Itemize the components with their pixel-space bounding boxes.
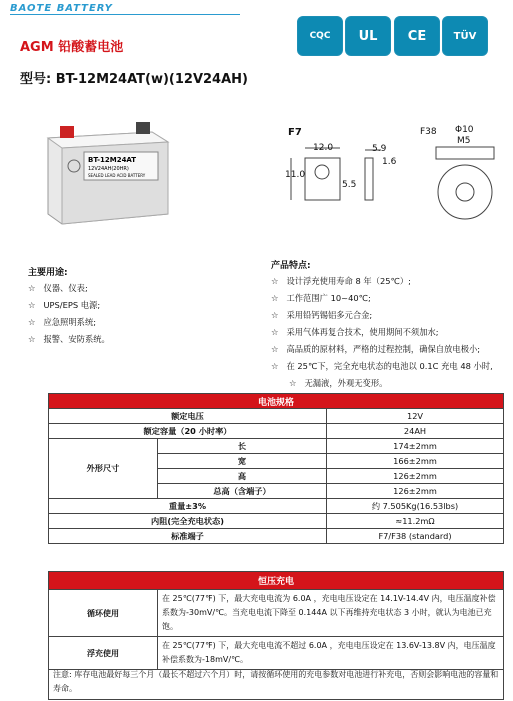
table-row: 内阻(完全充电状态) ≈11.2mΩ — [49, 514, 504, 529]
dim-phi10: Φ10 — [455, 125, 474, 135]
list-item: ☆ 无漏液，外观无变形。 — [271, 375, 493, 392]
product-title: AGM 铅酸蓄电池 — [20, 40, 124, 55]
f38-terminal-diagram — [428, 145, 503, 220]
tuv-cert-icon: TÜV — [442, 16, 488, 56]
header-divider — [10, 14, 240, 15]
table-row: 额定电压 12V — [49, 409, 504, 424]
charge-title: 恒压充电 — [49, 572, 504, 590]
battery-type-text: SEALED LEAD ACID BATTERY — [88, 173, 146, 178]
spec-table — [48, 393, 504, 544]
dim-5-9: 5.9 — [372, 144, 387, 154]
table-row: 额定容量（20 小时率） 24AH — [49, 424, 504, 439]
cqc-cert-icon: CQC — [297, 16, 343, 56]
model-label: 型号: BT-12M24AT(w)(12V24AH) — [20, 72, 248, 87]
list-item: ☆ 采用铅钙锡铝多元合金; — [271, 307, 493, 324]
list-item: ☆ 仪器、仪表; — [28, 280, 110, 297]
spec-title: 电池规格 — [49, 394, 504, 409]
battery-model-text: BT-12M24AT — [88, 156, 137, 164]
dim-1-6: 1.6 — [382, 157, 397, 167]
battery-rating-text: 12V24AH(20HR) — [88, 166, 129, 172]
table-row: 总高（含端子） 126±2mm — [49, 484, 504, 499]
table-row: 外形尺寸 长 174±2mm — [49, 439, 504, 454]
list-item: ☆ UPS/EPS 电源; — [28, 297, 110, 314]
dim-11-0: 11.0 — [285, 170, 306, 180]
table-row: 标准端子 F7/F38 (standard) — [49, 529, 504, 544]
list-item: ☆ 报警、安防系统。 — [28, 331, 110, 348]
list-item: ☆ 设计浮充使用寿命 8 年（25℃）; — [271, 273, 493, 290]
table-row: 宽 166±2mm — [49, 454, 504, 469]
uses-list — [28, 280, 110, 348]
f38-label: F38 — [420, 127, 437, 137]
dim-12-0: 12.0 — [313, 143, 334, 153]
features-list — [271, 273, 493, 392]
table-row: 循环使用 在 25℃(77℉) 下，最大充电电流为 6.0A ，充电电压设定在 14.1V-14.4V 内，电压温度补偿系数为-30mV/℃。当充电电流下降至 0.144A 以下再维持充电状态 3 小时，就认为电池已充饱。 — [49, 590, 504, 637]
list-item: ☆ 高品质的原材料，严格的过程控制，确保自放电极小; — [271, 341, 493, 358]
list-item: ☆ 工作范围广 10~40℃; — [271, 290, 493, 307]
table-row: 高 126±2mm — [49, 469, 504, 484]
list-item: ☆ 采用气体再复合技术，使用期间不须加水; — [271, 324, 493, 341]
ce-cert-icon: CE — [394, 16, 440, 56]
dim-m5: M5 — [457, 136, 471, 146]
table-row: 浮充使用 在 25℃(77℉) 下，最大充电电流不超过 6.0A ，充电电压设定在 13.6V-13.8V 内，电压温度补偿系数为-18mV/℃。 — [49, 637, 504, 670]
features-title: 产品特点: — [271, 261, 311, 271]
storage-note: 注意: 库存电池最好每三个月（最长不超过六个月）时，请按循环使用的充电参数对电池进行补充电，否则会影响电池的容量和寿命。 — [48, 668, 504, 700]
battery-image — [40, 118, 170, 228]
dim-5-5: 5.5 — [342, 180, 357, 190]
list-item: ☆ 应急照明系统; — [28, 314, 110, 331]
table-row: 重量±3% 约 7.505Kg(16.53lbs) — [49, 499, 504, 514]
ul-cert-icon: UL — [345, 16, 391, 56]
uses-title: 主要用途: — [28, 268, 68, 278]
charge-table — [48, 571, 504, 670]
list-item: ☆ 在 25℃下，完全充电状态的电池以 0.1C 充电 48 小时, — [271, 358, 493, 375]
brand-logo: BAOTE BATTERY — [10, 3, 113, 14]
f7-label: F7 — [288, 127, 302, 138]
